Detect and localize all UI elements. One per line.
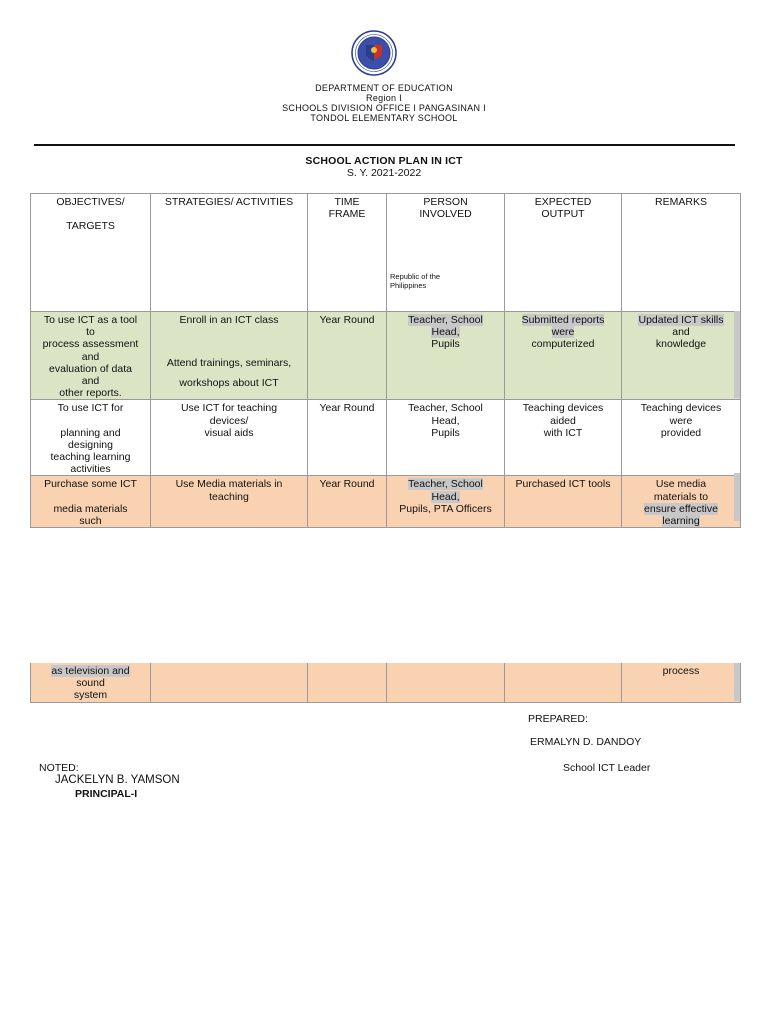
- cell-line: devices/: [209, 414, 249, 427]
- table-row: [31, 476, 741, 528]
- header-output-line1: EXPECTED: [534, 196, 592, 208]
- row3-time-continued: [308, 663, 387, 702]
- cell-line: learning: [662, 515, 700, 528]
- row-shade-edge: [734, 473, 740, 521]
- cell-line: Updated ICT skills: [638, 314, 724, 326]
- republic-note-line1: Republic of the: [390, 272, 441, 282]
- header-person-line2: INVOLVED: [419, 208, 472, 221]
- row2-strategy: [151, 400, 308, 476]
- cell-line: Teaching devices: [522, 402, 604, 415]
- action-plan-table-continued: [30, 663, 741, 703]
- row3-remarks-continued: [622, 663, 741, 702]
- row3-output-continued: [505, 663, 622, 702]
- header-remarks: REMARKS: [622, 194, 741, 312]
- cell-line: Pupils, PTA Officers: [399, 502, 492, 515]
- noted-label: NOTED:: [39, 762, 79, 774]
- table-row: [31, 312, 741, 400]
- prepared-title: School ICT Leader: [563, 762, 651, 774]
- cell-line: sound: [76, 677, 105, 690]
- cell-line: such: [79, 514, 102, 527]
- table-row: [31, 400, 741, 476]
- row3-time: Year Round: [308, 476, 387, 528]
- header-objectives-line2: TARGETS: [66, 220, 115, 233]
- cell-line: and: [672, 326, 690, 339]
- cell-line: system: [73, 689, 108, 702]
- row3-person: [387, 476, 505, 528]
- action-plan-table: [30, 193, 741, 528]
- prepared-label: PREPARED:: [528, 713, 588, 725]
- cell-line: Head,: [431, 414, 460, 427]
- row3-person-continued: [387, 663, 505, 702]
- cell-line: Head,: [431, 326, 460, 339]
- cell-line: were: [669, 414, 693, 427]
- cell-line: Teacher, School: [408, 314, 483, 326]
- cell-line: planning and: [60, 426, 121, 439]
- cell-line: with ICT: [543, 426, 583, 439]
- row2-objective: [31, 400, 151, 476]
- header-output-line2: OUTPUT: [541, 208, 585, 221]
- cell-line: Purchase some ICT: [44, 478, 137, 491]
- document-title: SCHOOL ACTION PLAN IN ICT: [305, 155, 463, 167]
- header-strategies: STRATEGIES/ ACTIVITIES: [151, 194, 308, 312]
- cell-line: Enroll in an ICT class: [179, 314, 279, 326]
- region-name: Region I: [366, 93, 402, 103]
- header-expected-output: [505, 194, 622, 312]
- school-year: S. Y. 2021-2022: [346, 167, 422, 179]
- row2-person: [387, 400, 505, 476]
- row1-time: Year Round: [308, 312, 387, 400]
- header-person-line1: PERSON: [423, 196, 468, 208]
- cell-line: Pupils: [431, 426, 460, 439]
- republic-note: [390, 272, 501, 290]
- school-name: TONDOL ELEMENTARY SCHOOL: [310, 113, 458, 123]
- row3-strategy-continued: [151, 663, 308, 702]
- row-shade-edge: [734, 663, 740, 701]
- header-time-line2: FRAME: [328, 208, 366, 221]
- header-objectives-line1: OBJECTIVES/: [56, 196, 125, 208]
- prepared-name: ERMALYN D. DANDOY: [530, 736, 642, 748]
- division-name: SCHOOLS DIVISION OFFICE I PANGASINAN I: [282, 103, 486, 113]
- cell-line: Teacher, School: [408, 478, 483, 491]
- cell-line: were: [551, 326, 575, 339]
- cell-line: ensure effective: [644, 502, 718, 515]
- cell-line: teaching learning: [50, 451, 131, 464]
- cell-line: Use ICT for teaching: [180, 402, 278, 415]
- cell-line: visual aids: [204, 426, 254, 439]
- cell-line: and: [81, 375, 100, 388]
- cell-line: Teacher, School: [408, 402, 483, 415]
- row1-objective: [31, 312, 151, 400]
- row-shade-edge: [734, 311, 740, 398]
- noted-title: PRINCIPAL-I: [75, 788, 138, 800]
- cell-line: materials to: [653, 490, 709, 503]
- cell-line: computerized: [531, 338, 595, 351]
- cell-line: designing: [68, 438, 113, 451]
- cell-line: Head,: [431, 490, 460, 503]
- row1-person: [387, 312, 505, 400]
- row3-output: Purchased ICT tools: [505, 476, 622, 528]
- cell-line: process assessment: [42, 338, 139, 351]
- row3-remarks: [622, 476, 741, 528]
- row3-objective-continued: [31, 663, 151, 702]
- cell-line: and: [81, 350, 100, 363]
- row3-objective: [31, 476, 151, 528]
- deped-seal-logo: [351, 30, 397, 76]
- republic-note-line2: Philippines: [390, 281, 427, 291]
- noted-name: JACKELYN B. YAMSON: [55, 774, 180, 786]
- table-header-row: [31, 194, 741, 312]
- cell-line: media materials: [53, 502, 128, 515]
- header-time-frame: [308, 194, 387, 312]
- cell-line: Teaching devices: [640, 402, 722, 415]
- cell-line: other reports.: [59, 387, 122, 400]
- row1-remarks: [622, 312, 741, 400]
- row1-strategy: [151, 312, 308, 400]
- cell-line: To use ICT as a tool: [43, 314, 138, 326]
- cell-line: process: [662, 665, 700, 677]
- cell-line: Use media: [655, 478, 707, 491]
- table-row: [31, 663, 741, 702]
- cell-line: provided: [660, 426, 702, 439]
- cell-line: to: [86, 326, 95, 339]
- header-person-involved: [387, 194, 505, 312]
- department-name: DEPARTMENT OF EDUCATION: [315, 83, 453, 93]
- cell-line: To use ICT for: [57, 402, 124, 415]
- header-divider: [34, 144, 735, 146]
- row2-remarks: [622, 400, 741, 476]
- cell-line: Attend trainings, seminars,: [166, 357, 292, 370]
- header-objectives: [31, 194, 151, 312]
- cell-line: as television and: [51, 665, 130, 677]
- row2-output: [505, 400, 622, 476]
- cell-line: Pupils: [431, 338, 460, 351]
- cell-line: teaching: [209, 490, 249, 503]
- cell-line: activities: [70, 463, 111, 476]
- row2-time: Year Round: [308, 400, 387, 476]
- cell-line: Use Media materials in: [175, 478, 283, 491]
- cell-line: workshops about ICT: [179, 377, 279, 390]
- cell-line: Submitted reports: [521, 314, 605, 326]
- header-time-line1: TIME: [334, 196, 360, 208]
- cell-line: aided: [550, 414, 576, 427]
- cell-line: knowledge: [655, 338, 707, 351]
- row3-strategy: [151, 476, 308, 528]
- cell-line: evaluation of data: [49, 362, 132, 375]
- row1-output: [505, 312, 622, 400]
